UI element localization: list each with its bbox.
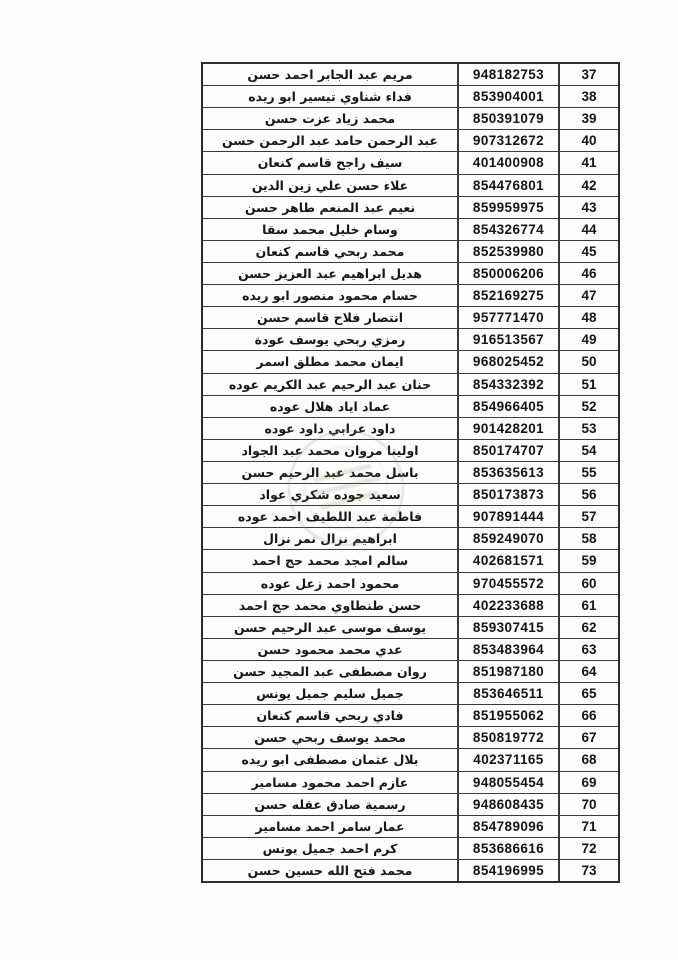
table-row (203, 461, 618, 483)
row-number-cell: 42 (581, 177, 597, 193)
id-cell: 851955062 (459, 705, 560, 726)
row-number-cell: 62 (581, 619, 597, 635)
name-cell: حسن طنطاوي محمد حج احمد (203, 595, 459, 616)
row-number-cell: 73 (581, 862, 597, 878)
row-number-cell: 61 (581, 597, 597, 613)
table-row (203, 594, 618, 616)
name-cell: عبد الرحمن حامد عبد الرحمن حسن (203, 130, 459, 151)
row-number-cell: 55 (581, 465, 597, 481)
id-cell: 907312672 (459, 130, 560, 151)
id-cell: 907891444 (459, 506, 560, 527)
table-row (203, 572, 618, 594)
name-cell: روان مصطفى عبد المجيد حسن (203, 661, 459, 682)
row-number-cell: 39 (581, 111, 597, 127)
table-row (203, 373, 618, 395)
row-number-cell: 41 (581, 155, 597, 171)
name-cell: باسل محمد عبد الرحيم حسن (203, 462, 459, 483)
name-cell: اولينا مروان محمد عبد الجواد (203, 440, 459, 461)
name-cell: علاء حسن علي زين الدين (203, 175, 459, 196)
row-number-cell: 52 (581, 398, 597, 414)
id-cell: 402681571 (459, 550, 560, 571)
table-row (203, 350, 618, 372)
id-cell: 850174707 (459, 440, 560, 461)
id-cell: 854326774 (459, 219, 560, 240)
row-number-cell: 47 (581, 288, 597, 304)
table-row (203, 616, 618, 638)
name-cell: محمد فتح الله حسين حسن (203, 860, 459, 881)
id-cell: 854196995 (459, 860, 560, 881)
table-row (203, 549, 618, 571)
id-cell: 859959975 (459, 197, 560, 218)
row-number-cell: 38 (581, 89, 597, 105)
name-cell: محمد زياد عزت حسن (203, 108, 459, 129)
table-row (203, 306, 618, 328)
row-number-cell: 71 (581, 818, 597, 834)
table-row (203, 129, 618, 151)
id-cell: 901428201 (459, 418, 560, 439)
id-cell: 948608435 (459, 794, 560, 815)
id-cell: 948182753 (459, 64, 560, 85)
name-cell: فادي ربحي قاسم كنعان (203, 705, 459, 726)
id-cell: 859307415 (459, 617, 560, 638)
table-row (203, 726, 618, 748)
id-cell: 957771470 (459, 307, 560, 328)
table-row (203, 107, 618, 129)
table-row (203, 64, 618, 85)
name-cell: ايمان محمد مطلق اسمر (203, 351, 459, 372)
row-number-cell: 43 (581, 199, 597, 215)
row-number-cell: 60 (581, 575, 597, 591)
table-row (203, 483, 618, 505)
name-cell: يوسف موسى عبد الرحيم حسن (203, 617, 459, 638)
row-number-cell: 58 (581, 531, 597, 547)
row-number-cell: 46 (581, 266, 597, 282)
table-row (203, 704, 618, 726)
id-cell: 853635613 (459, 462, 560, 483)
name-cell: محمد يوسف ربحي حسن (203, 727, 459, 748)
name-cell: فاطمة عبد اللطيف احمد عوده (203, 506, 459, 527)
row-number-cell: 57 (581, 509, 597, 525)
row-number-cell: 48 (581, 310, 597, 326)
table-row (203, 328, 618, 350)
name-cell: نعيم عبد المنعم طاهر حسن (203, 197, 459, 218)
table-row (203, 174, 618, 196)
name-cell: فداء شناوي تيسير ابو ريده (203, 86, 459, 107)
id-cell: 970455572 (459, 573, 560, 594)
id-cell: 853646511 (459, 683, 560, 704)
id-cell: 853483964 (459, 639, 560, 660)
id-cell: 853904001 (459, 86, 560, 107)
table-row (203, 793, 618, 815)
name-cell: محمد ربحي قاسم كنعان (203, 241, 459, 262)
name-cell: عماد اياد هلال عوده (203, 396, 459, 417)
id-cell: 850173873 (459, 484, 560, 505)
table-row (203, 638, 618, 660)
id-cell: 916513567 (459, 329, 560, 350)
name-cell: هديل ابراهيم عبد العزيز حسن (203, 263, 459, 284)
name-cell: رسمية صادق عقله حسن (203, 794, 459, 815)
table-row (203, 262, 618, 284)
id-cell: 851987180 (459, 661, 560, 682)
name-cell: ابراهيم نزال نمر نزال (203, 528, 459, 549)
table-row (203, 395, 618, 417)
row-number-cell: 67 (581, 730, 597, 746)
table-row (203, 417, 618, 439)
table-row (203, 284, 618, 306)
id-cell: 853686616 (459, 838, 560, 859)
table-row (203, 837, 618, 859)
name-cell: حنان عبد الرحيم عبد الكريم عوده (203, 374, 459, 395)
name-cell: انتصار فلاح قاسم حسن (203, 307, 459, 328)
table-row (203, 218, 618, 240)
row-number-cell: 68 (581, 752, 597, 768)
name-cell: داود عرابي داود عوده (203, 418, 459, 439)
row-number-cell: 54 (581, 442, 597, 458)
name-cell: كرم احمد جميل يونس (203, 838, 459, 859)
id-cell: 402371165 (459, 749, 560, 770)
row-number-cell: 63 (581, 641, 597, 657)
table-row (203, 748, 618, 770)
row-number-cell: 69 (581, 774, 597, 790)
id-cell: 850391079 (459, 108, 560, 129)
id-cell: 854966405 (459, 396, 560, 417)
id-cell: 854332392 (459, 374, 560, 395)
row-number-cell: 72 (581, 840, 597, 856)
row-number-cell: 37 (581, 67, 597, 83)
table-row (203, 240, 618, 262)
name-cell: حسام محمود منصور ابو ريده (203, 285, 459, 306)
id-cell: 852539980 (459, 241, 560, 262)
table-row (203, 815, 618, 837)
row-number-cell: 51 (581, 376, 597, 392)
row-number-cell: 50 (581, 354, 597, 370)
id-cell: 402233688 (459, 595, 560, 616)
name-cell: مريم عبد الجابر احمد حسن (203, 64, 459, 85)
row-number-cell: 64 (581, 664, 597, 679)
id-cell: 850006206 (459, 263, 560, 284)
table-row (203, 859, 618, 881)
id-cell: 401400908 (459, 152, 560, 173)
row-number-cell: 70 (581, 796, 597, 812)
id-cell: 968025452 (459, 351, 560, 372)
id-cell: 859249070 (459, 528, 560, 549)
row-number-cell: 59 (581, 553, 597, 569)
name-cell: محمود احمد زعل عوده (203, 573, 459, 594)
name-cell: بلال عثمان مصطفى ابو ريده (203, 749, 459, 770)
row-number-cell: 56 (581, 487, 597, 503)
name-cell: جميل سليم جميل يونس (203, 683, 459, 704)
id-cell: 850819772 (459, 727, 560, 748)
table-row (203, 151, 618, 173)
row-number-cell: 40 (581, 133, 597, 149)
table-row (203, 85, 618, 107)
table-row (203, 771, 618, 793)
row-number-cell: 49 (581, 332, 597, 348)
table-row (203, 682, 618, 704)
table-row (203, 660, 618, 682)
roster-table (201, 62, 620, 883)
id-cell: 852169275 (459, 285, 560, 306)
name-cell: رمزي ربحي يوسف عودة (203, 329, 459, 350)
row-number-cell: 65 (581, 686, 597, 702)
name-cell: عدي محمد محمود حسن (203, 639, 459, 660)
name-cell: سيف راجح قاسم كنعان (203, 152, 459, 173)
name-cell: سالم امجد محمد حج احمد (203, 550, 459, 571)
table-row (203, 196, 618, 218)
name-cell: سعيد جوده شكري عواد (203, 484, 459, 505)
id-cell: 854789096 (459, 816, 560, 837)
name-cell: وسام خليل محمد سقا (203, 219, 459, 240)
row-number-cell: 53 (581, 420, 597, 436)
row-number-cell: 66 (581, 708, 597, 724)
name-cell: عمار سامر احمد مسامير (203, 816, 459, 837)
name-cell: عازم احمد محمود مسامير (203, 772, 459, 793)
id-cell: 948055454 (459, 772, 560, 793)
table-row (203, 439, 618, 461)
row-number-cell: 45 (581, 243, 597, 259)
table-row (203, 505, 618, 527)
id-cell: 854476801 (459, 175, 560, 196)
row-number-cell: 44 (581, 221, 597, 237)
table-row (203, 527, 618, 549)
